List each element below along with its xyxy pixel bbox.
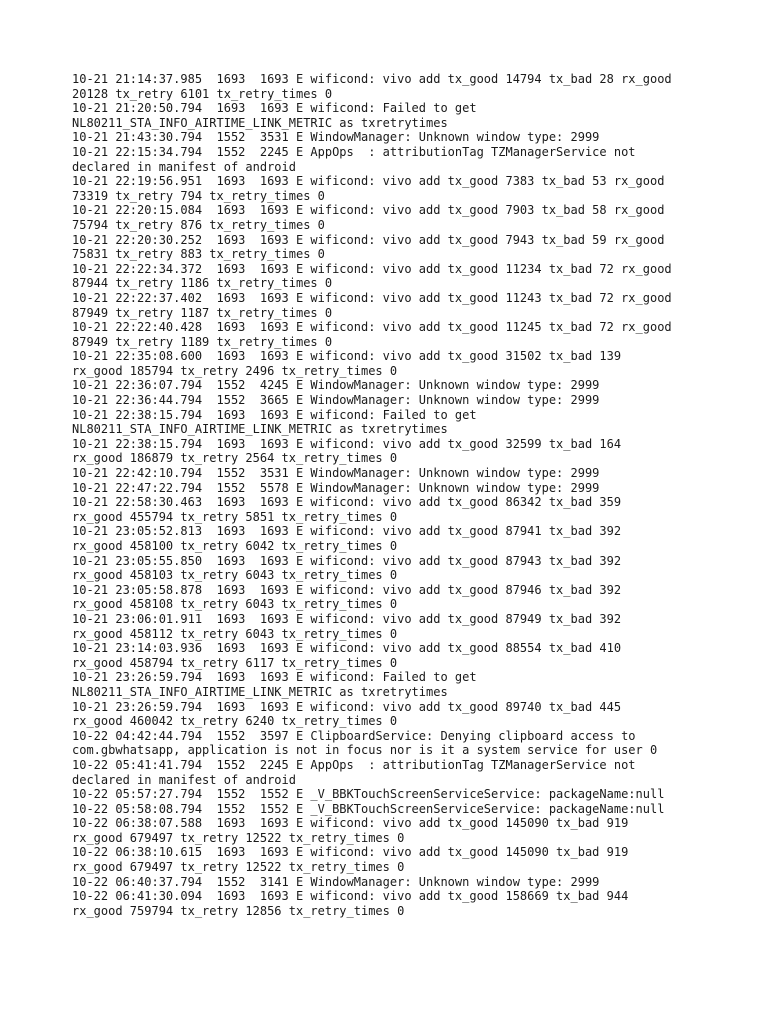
log-line: 10-21 23:05:55.850 1693 1693 E wificond: vivo add tx_good 87943 tx_bad 392 [72, 553, 622, 568]
log-line: declared in manifest of android [72, 772, 296, 787]
log-line: rx_good 458794 tx_retry 6117 tx_retry_times 0 [72, 655, 398, 670]
log-line: 10-21 21:43:30.794 1552 3531 E WindowManager: Unknown window type: 2999 [72, 130, 600, 145]
log-line: 10-22 06:41:30.094 1693 1693 E wificond: vivo add tx_good 158669 tx_bad 944 [72, 889, 629, 904]
log-line: 10-21 23:14:03.936 1693 1693 E wificond: vivo add tx_good 88554 tx_bad 410 [72, 641, 622, 656]
log-line: 20128 tx_retry 6101 tx_retry_times 0 [72, 86, 333, 101]
log-line: 87944 tx_retry 1186 tx_retry_times 0 [72, 276, 333, 291]
log-line: NL80211_STA_INFO_AIRTIME_LINK_METRIC as txretrytimes [72, 115, 448, 130]
log-line: 10-21 22:22:40.428 1693 1693 E wificond: vivo add tx_good 11245 tx_bad 72 rx_good [72, 320, 672, 335]
log-line: 10-21 22:15:34.794 1552 2245 E AppOps : attributionTag TZManagerService not [72, 144, 636, 159]
log-line: 87949 tx_retry 1187 tx_retry_times 0 [72, 305, 333, 320]
log-line: 10-21 23:06:01.911 1693 1693 E wificond: vivo add tx_good 87949 tx_bad 392 [72, 611, 622, 626]
log-line: 10-22 05:58:08.794 1552 1552 E _V_BBKTouchScreenServiceService: packageName:null [72, 801, 665, 816]
log-line: 10-21 22:36:44.794 1552 3665 E WindowManager: Unknown window type: 2999 [72, 393, 600, 408]
log-line: 10-21 22:36:07.794 1552 4245 E WindowManager: Unknown window type: 2999 [72, 378, 600, 393]
log-line: rx_good 679497 tx_retry 12522 tx_retry_times 0 [72, 830, 405, 845]
log-line: 10-21 22:22:37.402 1693 1693 E wificond: vivo add tx_good 11243 tx_bad 72 rx_good [72, 290, 672, 305]
log-line: 10-22 05:41:41.794 1552 2245 E AppOps : attributionTag TZManagerService not [72, 757, 636, 772]
log-line: 10-21 23:26:59.794 1693 1693 E wificond: vivo add tx_good 89740 tx_bad 445 [72, 699, 622, 714]
log-line: 10-21 22:38:15.794 1693 1693 E wificond: vivo add tx_good 32599 tx_bad 164 [72, 436, 622, 451]
log-line: rx_good 460042 tx_retry 6240 tx_retry_times 0 [72, 714, 398, 729]
log-line: 73319 tx_retry 794 tx_retry_times 0 [72, 188, 325, 203]
log-line: rx_good 458103 tx_retry 6043 tx_retry_times 0 [72, 568, 398, 583]
log-line: 75831 tx_retry 883 tx_retry_times 0 [72, 247, 325, 262]
log-line: 10-21 23:05:52.813 1693 1693 E wificond: vivo add tx_good 87941 tx_bad 392 [72, 524, 622, 539]
log-line: 10-22 04:42:44.794 1552 3597 E ClipboardService: Denying clipboard access to [72, 728, 636, 743]
log-line: 10-21 21:20:50.794 1693 1693 E wificond: Failed to get [72, 101, 477, 116]
log-line: 10-22 06:38:10.615 1693 1693 E wificond: vivo add tx_good 145090 tx_bad 919 [72, 845, 629, 860]
log-line: declared in manifest of android [72, 159, 296, 174]
log-line: NL80211_STA_INFO_AIRTIME_LINK_METRIC as txretrytimes [72, 422, 448, 437]
log-line: 75794 tx_retry 876 tx_retry_times 0 [72, 217, 325, 232]
log-line: 10-22 06:40:37.794 1552 3141 E WindowManager: Unknown window type: 2999 [72, 874, 600, 889]
log-line: 10-21 23:26:59.794 1693 1693 E wificond: Failed to get [72, 670, 477, 685]
log-line: 87949 tx_retry 1189 tx_retry_times 0 [72, 334, 333, 349]
log-line: 10-21 22:42:10.794 1552 3531 E WindowManager: Unknown window type: 2999 [72, 466, 600, 481]
log-line: rx_good 186879 tx_retry 2564 tx_retry_times 0 [72, 451, 398, 466]
log-line: 10-21 22:38:15.794 1693 1693 E wificond: Failed to get [72, 407, 477, 422]
log-line: rx_good 458108 tx_retry 6043 tx_retry_times 0 [72, 597, 398, 612]
log-line: 10-21 22:20:15.084 1693 1693 E wificond: vivo add tx_good 7903 tx_bad 58 rx_good [72, 203, 665, 218]
log-line: NL80211_STA_INFO_AIRTIME_LINK_METRIC as txretrytimes [72, 684, 448, 699]
log-line: 10-21 21:14:37.985 1693 1693 E wificond: vivo add tx_good 14794 tx_bad 28 rx_good [72, 72, 672, 86]
log-line: rx_good 458112 tx_retry 6043 tx_retry_times 0 [72, 626, 398, 641]
log-line: rx_good 185794 tx_retry 2496 tx_retry_times 0 [72, 363, 398, 378]
log-line: rx_good 455794 tx_retry 5851 tx_retry_times 0 [72, 509, 398, 524]
log-line: 10-21 22:47:22.794 1552 5578 E WindowManager: Unknown window type: 2999 [72, 480, 600, 495]
log-document [72, 72, 712, 918]
log-line: 10-21 22:20:30.252 1693 1693 E wificond: vivo add tx_good 7943 tx_bad 59 rx_good [72, 232, 665, 247]
log-line: rx_good 458100 tx_retry 6042 tx_retry_times 0 [72, 539, 398, 553]
log-line: rx_good 679497 tx_retry 12522 tx_retry_times 0 [72, 860, 405, 875]
log-line: com.gbwhatsapp, application is not in focus nor is it a system service for user 0 [72, 743, 658, 758]
log-line: rx_good 759794 tx_retry 12856 tx_retry_times 0 [72, 903, 405, 918]
log-line: 10-21 22:58:30.463 1693 1693 E wificond: vivo add tx_good 86342 tx_bad 359 [72, 495, 622, 510]
log-line: 10-22 06:38:07.588 1693 1693 E wificond: vivo add tx_good 145090 tx_bad 919 [72, 816, 629, 831]
log-line: 10-21 22:19:56.951 1693 1693 E wificond: vivo add tx_good 7383 tx_bad 53 rx_good [72, 174, 665, 189]
log-line: 10-21 22:22:34.372 1693 1693 E wificond: vivo add tx_good 11234 tx_bad 72 rx_good [72, 261, 672, 276]
log-line: 10-22 05:57:27.794 1552 1552 E _V_BBKTouchScreenServiceService: packageName:null [72, 787, 665, 802]
log-line: 10-21 23:05:58.878 1693 1693 E wificond: vivo add tx_good 87946 tx_bad 392 [72, 582, 622, 597]
log-line: 10-21 22:35:08.600 1693 1693 E wificond: vivo add tx_good 31502 tx_bad 139 [72, 349, 622, 364]
